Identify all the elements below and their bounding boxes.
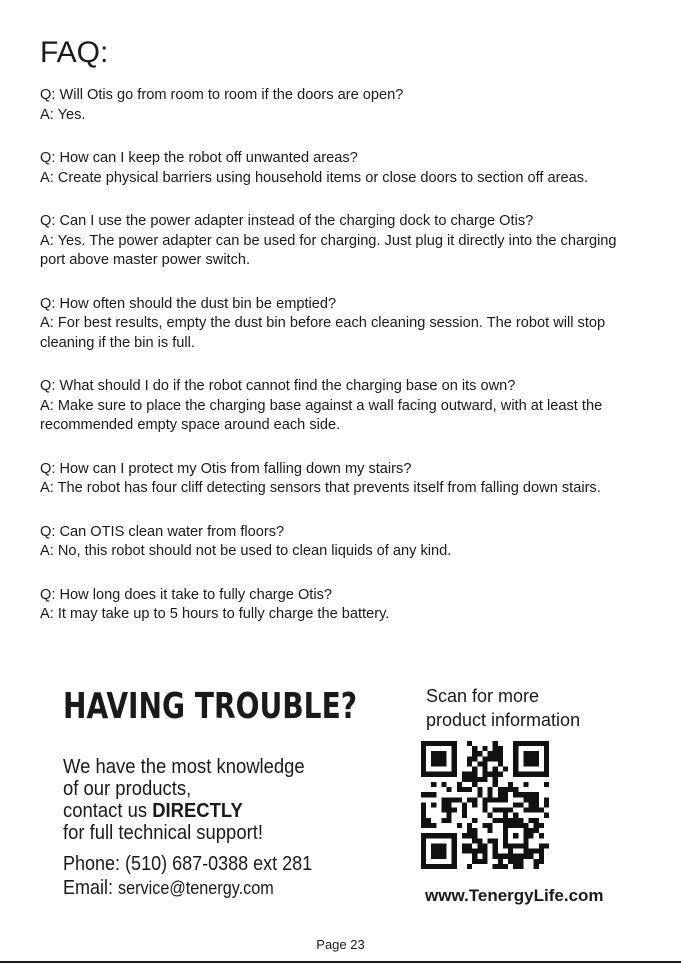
faq-item: [40, 212, 640, 271]
faq-item: [40, 149, 640, 188]
faq-answer: A: The robot has four cliff detecting sensors that prevents itself from falling down stairs.: [40, 480, 601, 496]
faq-item: [40, 86, 640, 125]
support-message: [63, 756, 305, 844]
faq-question: Q: What should I do if the robot cannot find the charging base on its own?: [40, 378, 516, 394]
email-label: Email:: [63, 877, 119, 899]
support-line-prefix: contact us: [63, 799, 153, 822]
faq-item: [40, 460, 640, 499]
faq-question: Q: How long does it take to fully charge Otis?: [40, 586, 333, 603]
faq-question: Q: Can I use the power adapter instead of the charging dock to charge Otis?: [40, 213, 534, 229]
scan-line: Scan for more: [426, 686, 540, 706]
website-link[interactable]: www.TenergyLife.com: [425, 886, 604, 905]
faq-item: [40, 586, 640, 625]
bottom-divider: [0, 961, 681, 963]
email-line: [63, 876, 312, 900]
faq-question: Q: Can OTIS clean water from floors?: [40, 523, 285, 540]
support-line: [63, 800, 305, 822]
support-line: for full technical support!: [63, 821, 263, 844]
faq-answer: A: Make sure to place the charging base against a wall facing outward, with at least the recommended empty space around each side.: [40, 397, 603, 433]
faq-question: Q: How often should the dust bin be emptied?: [40, 295, 337, 312]
faq-answer: A: Yes.: [40, 106, 86, 123]
page-number: Page 23: [316, 937, 365, 952]
support-heading: HAVING TROUBLE?: [63, 686, 358, 727]
faq-list: [40, 86, 640, 649]
directly-emphasis: DIRECTLY: [152, 799, 243, 822]
contact-info: [63, 852, 312, 900]
phone-number[interactable]: (510) 687-0388 ext 281: [125, 853, 313, 875]
faq-answer: A: For best results, empty the dust bin before each cleaning session. The robot will stop cleaning if the bin is full.: [40, 315, 606, 351]
faq-item: [40, 523, 640, 562]
scan-line: product information: [426, 710, 581, 730]
faq-answer: A: It may take up to 5 hours to fully charge the battery.: [40, 606, 390, 622]
faq-item: [40, 377, 640, 436]
qr-code-icon[interactable]: [421, 741, 549, 869]
faq-question: Q: Will Otis go from room to room if the doors are open?: [40, 87, 404, 103]
email-address[interactable]: service@tenergy.com: [118, 878, 274, 898]
scan-prompt: [426, 684, 580, 732]
faq-answer: A: Create physical barriers using household items or close doors to section off areas.: [40, 169, 589, 186]
faq-question: Q: How can I keep the robot off unwanted areas?: [40, 150, 358, 166]
phone-line: [63, 852, 312, 876]
faq-answer: A: No, this robot should not be used to clean liquids of any kind.: [40, 543, 452, 559]
faq-item: [40, 295, 640, 354]
faq-question: Q: How can I protect my Otis from falling down my stairs?: [40, 460, 412, 477]
faq-answer: A: Yes. The power adapter can be used for charging. Just plug it directly into the charging port above master power switch.: [40, 232, 617, 268]
phone-label: Phone:: [63, 853, 126, 875]
faq-title: FAQ:: [40, 36, 109, 69]
support-line: of our products,: [63, 777, 192, 800]
support-line: We have the most knowledge: [63, 755, 305, 778]
